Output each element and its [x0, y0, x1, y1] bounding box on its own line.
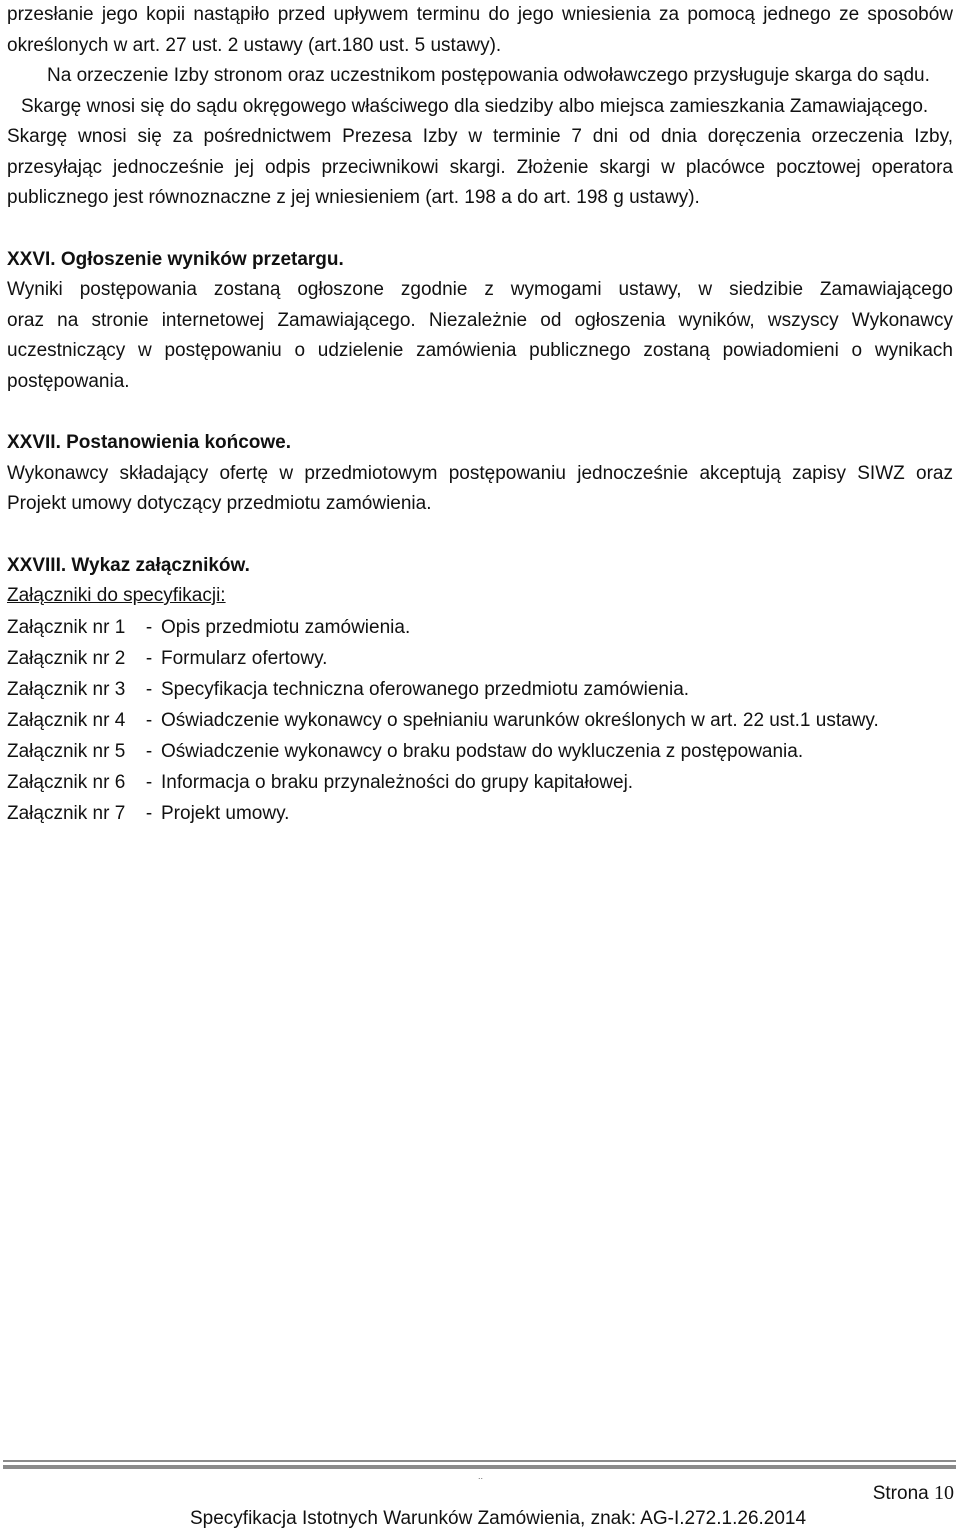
attachment-separator: -: [145, 771, 153, 793]
body-line: Na orzeczenie Izby stronom oraz uczestnikom postępowania odwoławczego przysługuje skarga do sądu.: [47, 65, 930, 86]
attachments-list: [7, 612, 953, 829]
list-item: [7, 767, 953, 798]
attachment-name: Załącznik nr 4: [7, 709, 126, 731]
footer-divider-thick: [3, 1465, 956, 1469]
body-line: uczestniczący w postępowaniu o udzielenie zamówienia publicznego zostaną powiadomieni o wynikach: [7, 340, 953, 361]
section-heading-xxvii: XXVII. Postanowienia końcowe.: [7, 432, 292, 453]
page-number: [873, 1482, 954, 1505]
body-line: publicznego jest równoznaczne z jej wniesieniem (art. 198 a do art. 198 g ustawy).: [7, 187, 700, 208]
list-item: [7, 674, 953, 705]
attachment-name: Załącznik nr 2: [7, 647, 126, 669]
body-line: postępowania.: [7, 370, 130, 392]
body-line: określonych w art. 27 ust. 2 ustawy (art.180 ust. 5 ustawy).: [7, 34, 502, 56]
body-line: oraz na stronie internetowej Zamawiającego. Niezależnie od ogłoszenia wyników, wszyscy Wykonawcy: [7, 309, 953, 331]
spacer: [7, 520, 953, 551]
attachment-separator: -: [145, 802, 153, 824]
attachment-separator: -: [145, 740, 153, 762]
attachment-name: Załącznik nr 3: [7, 678, 126, 700]
body-line: przesyłając jednocześnie jej odpis przeciwnikowi skargi. Złożenie skargi w placówce pocztowej operatora: [7, 156, 953, 178]
attachment-name: Załącznik nr 5: [7, 740, 126, 762]
attachment-separator: -: [145, 678, 153, 700]
attachment-separator: -: [145, 616, 153, 638]
attachment-separator: -: [145, 709, 153, 731]
body-line: Skargę wnosi się do sądu okręgowego właściwego dla siedziby albo miejsca zamieszkania Zamawiającego.: [21, 95, 929, 117]
attachment-description: Informacja o braku przynależności do grupy kapitałowej.: [161, 771, 634, 793]
list-item: [7, 705, 953, 736]
attachment-description: Formularz ofertowy.: [161, 647, 328, 669]
footer-document-title: Specyfikacja Istotnych Warunków Zamówienia, znak: AG-I.272.1.26.2014: [190, 1508, 807, 1529]
attachment-description: Oświadczenie wykonawcy o spełnianiu warunków określonych w art. 22 ust.1 ustawy.: [161, 709, 879, 731]
attachment-name: Załącznik nr 7: [7, 802, 126, 824]
document-page: [7, 0, 953, 829]
list-item: [7, 643, 953, 674]
body-line: Skargę wnosi się za pośrednictwem Prezesa Izby w terminie 7 dni od dnia doręczenia orzeczenia Izby,: [7, 126, 953, 147]
attachment-name: Załącznik nr 6: [7, 771, 126, 793]
section-heading-xxviii: XXVIII. Wykaz załączników.: [7, 554, 250, 576]
list-item: [7, 736, 953, 767]
body-line: Wyniki postępowania zostaną ogłoszone zgodnie z wymogami ustawy, w siedzibie Zamawiającego: [7, 279, 953, 300]
list-item: [7, 612, 953, 643]
body-line: Wykonawcy składający ofertę w przedmiotowym postępowaniu jednocześnie akceptują zapisy SIWZ oraz: [7, 462, 953, 484]
spacer: [7, 214, 953, 245]
attachment-name: Załącznik nr 1: [7, 616, 126, 638]
page-number-label: Strona: [872, 1483, 929, 1504]
spacer: [7, 397, 953, 428]
attachment-description: Specyfikacja techniczna oferowanego przedmiotu zamówienia.: [161, 678, 690, 700]
footer-mark: ..: [478, 1471, 484, 1481]
section-heading-xxvi: XXVI. Ogłoszenie wyników przetargu.: [7, 248, 344, 270]
list-item: [7, 798, 953, 829]
attachment-description: Oświadczenie wykonawcy o braku podstaw do wykluczenia z postępowania.: [161, 740, 804, 762]
attachments-subtitle: Załączniki do specyfikacji:: [7, 585, 226, 606]
page-number-value: 10: [934, 1482, 954, 1504]
attachment-description: Projekt umowy.: [161, 802, 290, 824]
body-line: Projekt umowy dotyczący przedmiotu zamówienia.: [7, 493, 432, 514]
attachment-description: Opis przedmiotu zamówienia.: [161, 616, 411, 638]
footer-divider-thin: [3, 1460, 956, 1462]
body-line: przesłanie jego kopii nastąpiło przed upływem terminu do jego wniesienia za pomocą jednego ze sposobów: [7, 4, 953, 25]
attachment-separator: -: [145, 647, 153, 669]
